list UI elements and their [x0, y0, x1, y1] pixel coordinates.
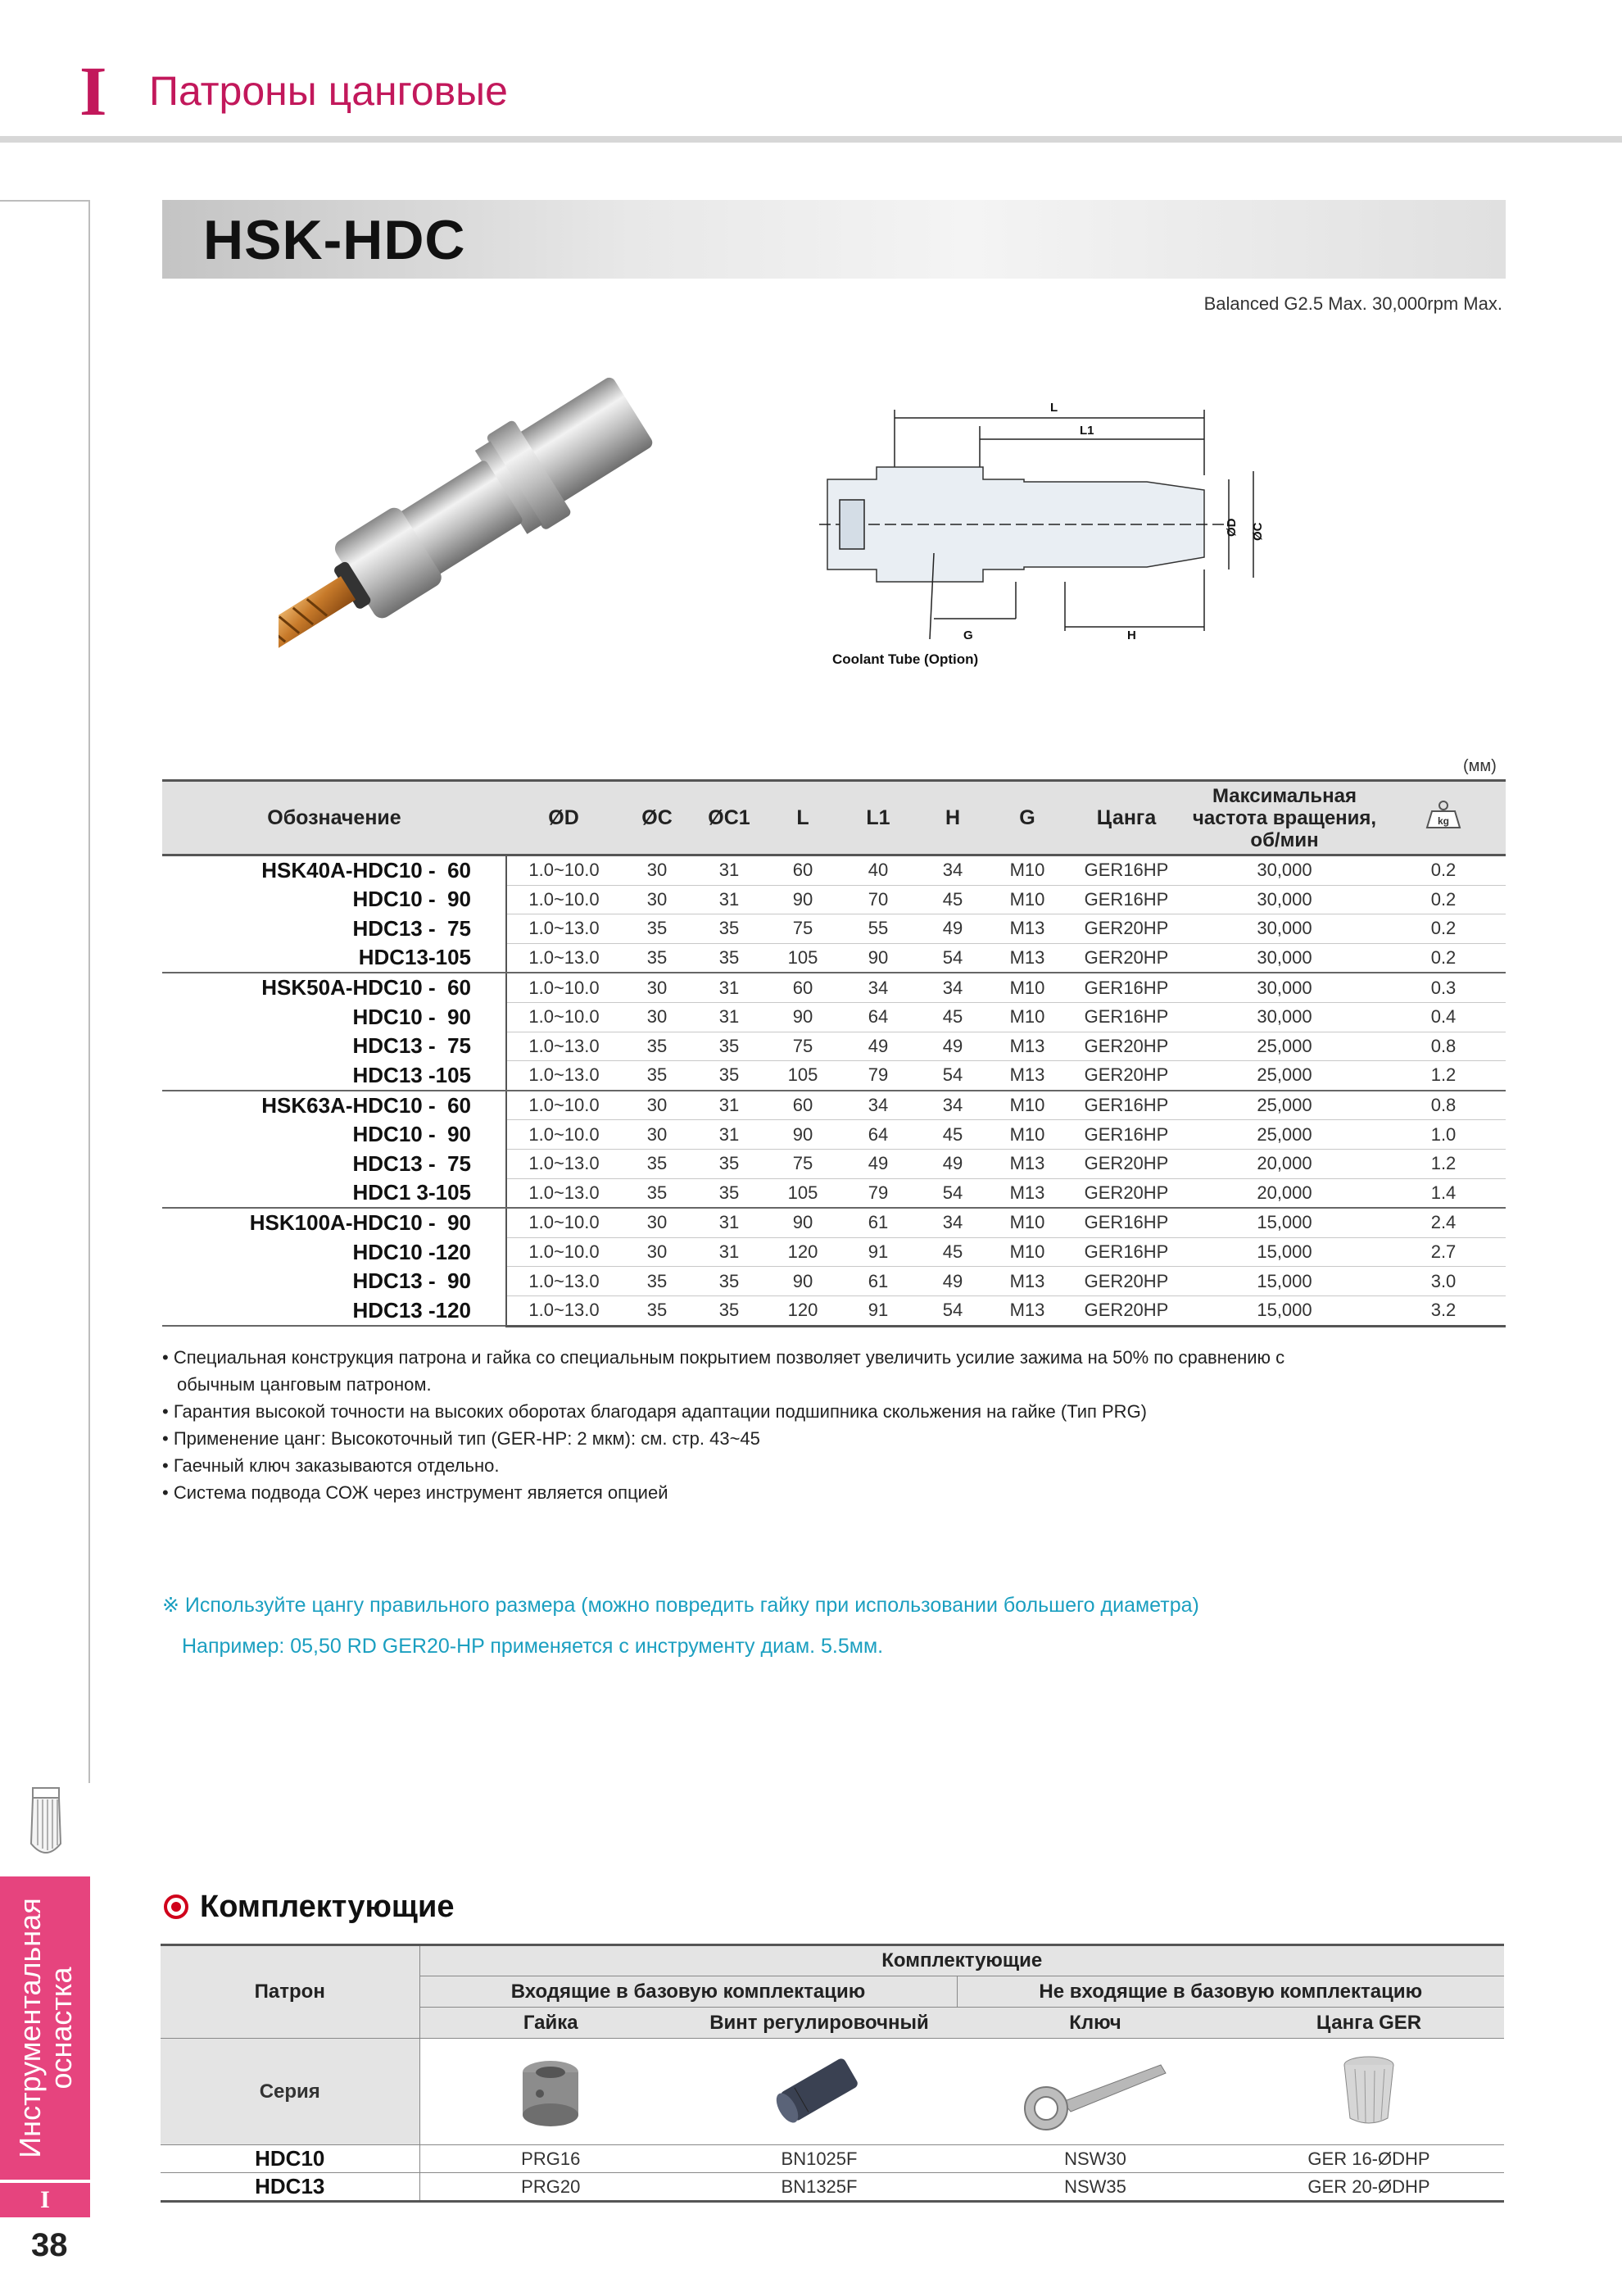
- cell-d: 1.0~13.0: [506, 1267, 621, 1296]
- cell-h: 34: [916, 855, 990, 886]
- cell-l: 120: [765, 1237, 840, 1267]
- cell-d: 1.0~10.0: [506, 855, 621, 886]
- acc-col-collet: Цанга GER: [1234, 2008, 1504, 2039]
- cell-c1: 31: [693, 1237, 765, 1267]
- cell-h: 49: [916, 1032, 990, 1061]
- cell-g: M13: [990, 1149, 1065, 1178]
- wrench-icon: [1013, 2044, 1177, 2135]
- header-divider: [0, 136, 1622, 143]
- col-g: G: [990, 781, 1065, 855]
- nut-image: [419, 2039, 682, 2145]
- cell-h: 34: [916, 973, 990, 1002]
- cell-h: 45: [916, 1237, 990, 1267]
- cell-c1: 35: [693, 1178, 765, 1208]
- spec-row: [162, 1002, 1506, 1032]
- cell-l1: 70: [840, 885, 916, 914]
- cell-h: 49: [916, 1149, 990, 1178]
- col-l1: L1: [840, 781, 916, 855]
- cell-c1: 31: [693, 855, 765, 886]
- cell-designation: HDC10 - 90: [162, 885, 506, 914]
- acc-collet-code: GER 20-ØDHP: [1234, 2173, 1504, 2202]
- product-banner: [162, 200, 1506, 279]
- screw-image: [682, 2039, 957, 2145]
- cell-designation: HDC13 - 90: [162, 1267, 506, 1296]
- cell-weight: 0.8: [1381, 1032, 1506, 1061]
- cell-c1: 35: [693, 914, 765, 944]
- accessories-table: [161, 1944, 1504, 2203]
- cell-d: 1.0~13.0: [506, 1295, 621, 1326]
- cell-g: M13: [990, 1267, 1065, 1296]
- note-item: • Гаечный ключ заказываются отдельно.: [162, 1455, 500, 1476]
- dim-L1: L1: [1080, 424, 1094, 438]
- cell-h: 34: [916, 1091, 990, 1120]
- spec-header-row: [162, 781, 1506, 855]
- col-designation: Обозначение: [162, 781, 506, 855]
- technical-drawing: [819, 393, 1327, 672]
- spec-row: [162, 973, 1506, 1002]
- cell-d: 1.0~10.0: [506, 1120, 621, 1150]
- cell-c: 30: [621, 1208, 693, 1237]
- cell-weight: 1.4: [1381, 1178, 1506, 1208]
- cell-designation: HDC10 -120: [162, 1237, 506, 1267]
- page-number: 38: [31, 2227, 68, 2263]
- nut-icon: [505, 2044, 596, 2135]
- cell-d: 1.0~10.0: [506, 1237, 621, 1267]
- acc-screw-code: BN1325F: [682, 2173, 957, 2202]
- acc-col-wrench: Ключ: [957, 2008, 1234, 2039]
- cell-l: 75: [765, 914, 840, 944]
- cell-max-rpm: 15,000: [1188, 1237, 1381, 1267]
- cell-c: 35: [621, 1061, 693, 1091]
- cell-l1: 61: [840, 1267, 916, 1296]
- cell-collet: GER16HP: [1065, 973, 1188, 1002]
- cell-g: M10: [990, 1237, 1065, 1267]
- cell-h: 45: [916, 1120, 990, 1150]
- cell-d: 1.0~13.0: [506, 1149, 621, 1178]
- cell-l: 90: [765, 1002, 840, 1032]
- cell-g: M10: [990, 1120, 1065, 1150]
- cell-weight: 1.0: [1381, 1120, 1506, 1150]
- acc-wrench-code: NSW30: [957, 2145, 1234, 2173]
- cell-max-rpm: 30,000: [1188, 855, 1381, 886]
- cell-c: 35: [621, 1267, 693, 1296]
- cell-c1: 35: [693, 1061, 765, 1091]
- acc-col-excluded: Не входящие в базовую комплектацию: [957, 1976, 1504, 2008]
- cell-weight: 1.2: [1381, 1061, 1506, 1091]
- cell-g: M13: [990, 943, 1065, 973]
- note-text: Гарантия высокой точности на высоких оборотах благодаря адаптации подшипника скольжения на гайке (Тип PRG): [173, 1401, 1148, 1422]
- cell-max-rpm: 20,000: [1188, 1149, 1381, 1178]
- cell-l: 90: [765, 1208, 840, 1237]
- cell-l1: 49: [840, 1032, 916, 1061]
- cell-l: 75: [765, 1149, 840, 1178]
- cell-max-rpm: 30,000: [1188, 914, 1381, 944]
- cell-collet: GER16HP: [1065, 1208, 1188, 1237]
- cell-l1: 64: [840, 1002, 916, 1032]
- cell-l: 90: [765, 1120, 840, 1150]
- spec-row: [162, 914, 1506, 944]
- spec-row: [162, 855, 1506, 886]
- cell-max-rpm: 30,000: [1188, 885, 1381, 914]
- dim-L: L: [1050, 401, 1058, 415]
- cell-max-rpm: 30,000: [1188, 943, 1381, 973]
- note-item: • Гарантия высокой точности на высоких оборотах благодаря адаптации подшипника скольжения на гайке (Тип PRG): [162, 1401, 1148, 1422]
- acc-nut-code: PRG16: [419, 2145, 682, 2173]
- acc-col-chuck: Патрон: [161, 1945, 419, 2039]
- cell-c1: 35: [693, 1295, 765, 1326]
- cell-l1: 79: [840, 1178, 916, 1208]
- dim-D: ØD: [1225, 518, 1239, 537]
- note-item: • Применение цанг: Высокоточный тип (GER-HP: 2 мкм): см. стр. 43~45: [162, 1428, 760, 1449]
- balance-spec: Balanced G2.5 Max. 30,000rpm Max.: [1203, 293, 1502, 314]
- cell-c: 35: [621, 1295, 693, 1326]
- ger-collet-icon: [1324, 2044, 1414, 2135]
- acc-series: HDC10: [161, 2145, 419, 2173]
- cell-d: 1.0~10.0: [506, 973, 621, 1002]
- cell-g: M10: [990, 1091, 1065, 1120]
- note-item: • Специальная конструкция патрона и гайка со специальным покрытием позволяет увеличить усилие зажима на 50% по сравнению с: [162, 1347, 1285, 1368]
- cell-g: M10: [990, 885, 1065, 914]
- cell-l1: 79: [840, 1061, 916, 1091]
- sidebar-frame: [0, 200, 90, 1783]
- weight-unit: kg: [1437, 814, 1450, 827]
- screw-icon: [766, 2044, 872, 2135]
- cell-c1: 31: [693, 973, 765, 1002]
- cell-max-rpm: 30,000: [1188, 1002, 1381, 1032]
- cell-designation: HDC13 -105: [162, 1061, 506, 1091]
- acc-nut-code: PRG20: [419, 2173, 682, 2202]
- collet-image: [1234, 2039, 1504, 2145]
- cell-g: M13: [990, 1295, 1065, 1326]
- dim-G: G: [963, 628, 973, 642]
- cell-max-rpm: 25,000: [1188, 1032, 1381, 1061]
- cell-max-rpm: 15,000: [1188, 1295, 1381, 1326]
- cell-c1: 31: [693, 1120, 765, 1150]
- cell-d: 1.0~13.0: [506, 943, 621, 973]
- advice-line-2: Например: 05,50 RD GER20-HP применяется с инструменту диам. 5.5мм.: [182, 1635, 884, 1658]
- spec-table: [162, 779, 1506, 1327]
- product-photo: [279, 352, 705, 664]
- spec-row: [162, 1208, 1506, 1237]
- cell-designation: HDC13 - 75: [162, 1149, 506, 1178]
- cell-c1: 35: [693, 1267, 765, 1296]
- cell-c: 30: [621, 885, 693, 914]
- cell-c: 35: [621, 914, 693, 944]
- cell-l: 60: [765, 855, 840, 886]
- spec-row: [162, 1091, 1506, 1120]
- note-text: Гаечный ключ заказываются отдельно.: [173, 1455, 500, 1476]
- cell-g: M13: [990, 1178, 1065, 1208]
- cell-weight: 0.2: [1381, 943, 1506, 973]
- cell-weight: 3.2: [1381, 1295, 1506, 1326]
- cell-designation: HSK63A-HDC10 - 60: [162, 1091, 506, 1120]
- cell-c: 30: [621, 855, 693, 886]
- dim-C: ØC: [1251, 522, 1265, 541]
- cell-l: 90: [765, 1267, 840, 1296]
- coolant-tube-label: Coolant Tube (Option): [832, 651, 979, 667]
- cell-c1: 31: [693, 1208, 765, 1237]
- unit-label: (мм): [1463, 757, 1497, 775]
- col-max-rpm: Максимальная частота вращения, об/мин: [1188, 781, 1381, 855]
- cell-h: 49: [916, 914, 990, 944]
- cell-d: 1.0~10.0: [506, 1208, 621, 1237]
- spec-row: [162, 885, 1506, 914]
- col-h: H: [916, 781, 990, 855]
- col-collet: Цанга: [1065, 781, 1188, 855]
- cell-designation: HSK50A-HDC10 - 60: [162, 973, 506, 1002]
- cell-h: 34: [916, 1208, 990, 1237]
- page-title: Патроны цанговые: [149, 68, 508, 114]
- acc-series: HDC13: [161, 2173, 419, 2202]
- cell-c: 35: [621, 1032, 693, 1061]
- spec-row: [162, 1237, 1506, 1267]
- target-bullet-icon: [164, 1894, 188, 1919]
- cell-max-rpm: 25,000: [1188, 1091, 1381, 1120]
- cell-d: 1.0~13.0: [506, 1178, 621, 1208]
- cell-l: 105: [765, 1178, 840, 1208]
- cell-l: 60: [765, 1091, 840, 1120]
- cell-l1: 91: [840, 1295, 916, 1326]
- cell-l1: 34: [840, 1091, 916, 1120]
- cell-collet: GER20HP: [1065, 1149, 1188, 1178]
- cell-c1: 31: [693, 1002, 765, 1032]
- cell-h: 54: [916, 1178, 990, 1208]
- cell-g: M10: [990, 1208, 1065, 1237]
- cell-weight: 2.4: [1381, 1208, 1506, 1237]
- cell-collet: GER20HP: [1065, 1061, 1188, 1091]
- advice-line-1: ※ Используйте цангу правильного размера (можно повредить гайку при использовании большего диаметра): [162, 1594, 1199, 1617]
- cell-h: 54: [916, 1295, 990, 1326]
- wrench-image: [957, 2039, 1234, 2145]
- spec-row: [162, 1032, 1506, 1061]
- cell-max-rpm: 15,000: [1188, 1267, 1381, 1296]
- cell-g: M13: [990, 1032, 1065, 1061]
- col-c1: ØC1: [693, 781, 765, 855]
- cell-d: 1.0~13.0: [506, 1032, 621, 1061]
- spec-row: [162, 1120, 1506, 1150]
- cell-c: 30: [621, 1002, 693, 1032]
- cell-h: 45: [916, 1002, 990, 1032]
- cell-c: 35: [621, 1178, 693, 1208]
- cell-designation: HSK100A-HDC10 - 90: [162, 1208, 506, 1237]
- cell-d: 1.0~10.0: [506, 1091, 621, 1120]
- cell-l1: 61: [840, 1208, 916, 1237]
- sidebar-label-line1: Инструментальная: [13, 1898, 47, 2158]
- cell-h: 54: [916, 1061, 990, 1091]
- cell-h: 49: [916, 1267, 990, 1296]
- cell-d: 1.0~10.0: [506, 885, 621, 914]
- cell-weight: 0.8: [1381, 1091, 1506, 1120]
- spec-row: [162, 1178, 1506, 1208]
- cell-collet: GER16HP: [1065, 885, 1188, 914]
- cell-max-rpm: 30,000: [1188, 973, 1381, 1002]
- cell-designation: HDC13-105: [162, 943, 506, 973]
- sidebar-numeral: I: [0, 2183, 90, 2217]
- cell-l1: 64: [840, 1120, 916, 1150]
- acc-row: [161, 2173, 1504, 2202]
- col-d: ØD: [506, 781, 621, 855]
- cell-g: M13: [990, 1061, 1065, 1091]
- cell-collet: GER16HP: [1065, 855, 1188, 886]
- cell-designation: HDC10 - 90: [162, 1002, 506, 1032]
- cell-h: 54: [916, 943, 990, 973]
- cell-c1: 35: [693, 1032, 765, 1061]
- cell-collet: GER16HP: [1065, 1091, 1188, 1120]
- product-name: HSK-HDC: [203, 209, 466, 271]
- col-l: L: [765, 781, 840, 855]
- cell-l1: 55: [840, 914, 916, 944]
- cell-designation: HDC13 - 75: [162, 1032, 506, 1061]
- cell-weight: 0.3: [1381, 973, 1506, 1002]
- cell-l: 60: [765, 973, 840, 1002]
- cell-collet: GER16HP: [1065, 1237, 1188, 1267]
- cell-h: 45: [916, 885, 990, 914]
- cell-l: 90: [765, 885, 840, 914]
- cell-weight: 3.0: [1381, 1267, 1506, 1296]
- cell-l1: 40: [840, 855, 916, 886]
- cell-max-rpm: 25,000: [1188, 1120, 1381, 1150]
- acc-wrench-code: NSW35: [957, 2173, 1234, 2202]
- cell-collet: GER20HP: [1065, 1032, 1188, 1061]
- chapter-numeral: I: [79, 52, 107, 130]
- spec-row: [162, 1295, 1506, 1326]
- cell-weight: 0.4: [1381, 1002, 1506, 1032]
- cell-collet: GER20HP: [1065, 943, 1188, 973]
- series-label: Серия: [161, 2039, 419, 2145]
- cell-l: 75: [765, 1032, 840, 1061]
- cell-weight: 1.2: [1381, 1149, 1506, 1178]
- spec-row: [162, 1149, 1506, 1178]
- cell-l: 120: [765, 1295, 840, 1326]
- cell-weight: 0.2: [1381, 914, 1506, 944]
- acc-col-group: Комплектующие: [419, 1945, 1504, 1976]
- cell-designation: HDC13 -120: [162, 1295, 506, 1326]
- note-continuation: обычным цанговым патроном.: [177, 1374, 432, 1395]
- cell-l1: 49: [840, 1149, 916, 1178]
- cell-collet: GER20HP: [1065, 914, 1188, 944]
- cell-c1: 31: [693, 885, 765, 914]
- cell-g: M10: [990, 1002, 1065, 1032]
- cell-weight: 0.2: [1381, 855, 1506, 886]
- weight-icon: [1425, 800, 1461, 831]
- note-text: Применение цанг: Высокоточный тип (GER-HP: 2 мкм): см. стр. 43~45: [173, 1428, 760, 1449]
- cell-c1: 35: [693, 943, 765, 973]
- cell-g: M10: [990, 855, 1065, 886]
- acc-col-included: Входящие в базовую комплектацию: [419, 1976, 957, 2008]
- cell-weight: 0.2: [1381, 885, 1506, 914]
- acc-col-screw: Винт регулировочный: [682, 2008, 957, 2039]
- col-weight: [1381, 781, 1506, 855]
- cell-g: M13: [990, 914, 1065, 944]
- cell-c: 35: [621, 943, 693, 973]
- cell-d: 1.0~13.0: [506, 1061, 621, 1091]
- note-item: • Система подвода СОЖ через инструмент является опцией: [162, 1482, 668, 1503]
- cell-l1: 91: [840, 1237, 916, 1267]
- sidebar-category-label: [15, 1898, 77, 2158]
- accessories-title: Комплектующие: [200, 1890, 455, 1924]
- notes-list: [162, 1344, 1284, 1506]
- acc-collet-code: GER 16-ØDHP: [1234, 2145, 1504, 2173]
- spec-body: [162, 855, 1506, 1327]
- cell-collet: GER20HP: [1065, 1295, 1188, 1326]
- note-text: Система подвода СОЖ через инструмент является опцией: [173, 1482, 668, 1503]
- acc-col-nut: Гайка: [419, 2008, 682, 2039]
- cell-designation: HDC1 3-105: [162, 1178, 506, 1208]
- spec-row: [162, 1267, 1506, 1296]
- cell-c: 35: [621, 1149, 693, 1178]
- cell-collet: GER16HP: [1065, 1120, 1188, 1150]
- cell-c: 30: [621, 1237, 693, 1267]
- cell-c1: 31: [693, 1091, 765, 1120]
- spec-row: [162, 1061, 1506, 1091]
- cell-designation: HDC13 - 75: [162, 914, 506, 944]
- cell-max-rpm: 20,000: [1188, 1178, 1381, 1208]
- cell-d: 1.0~10.0: [506, 1002, 621, 1032]
- dim-H: H: [1127, 628, 1136, 642]
- cell-collet: GER20HP: [1065, 1178, 1188, 1208]
- cell-max-rpm: 15,000: [1188, 1208, 1381, 1237]
- cell-c: 30: [621, 1091, 693, 1120]
- note-text: Специальная конструкция патрона и гайка со специальным покрытием позволяет увеличить усилие зажима на 50% по сравнению с: [173, 1347, 1285, 1368]
- cell-collet: GER20HP: [1065, 1267, 1188, 1296]
- cell-l1: 34: [840, 973, 916, 1002]
- cell-designation: HSK40A-HDC10 - 60: [162, 855, 506, 886]
- cell-designation: HDC10 - 90: [162, 1120, 506, 1150]
- cell-l1: 90: [840, 943, 916, 973]
- col-c: ØC: [621, 781, 693, 855]
- cell-max-rpm: 25,000: [1188, 1061, 1381, 1091]
- cell-c1: 35: [693, 1149, 765, 1178]
- cell-g: M10: [990, 973, 1065, 1002]
- cell-c: 30: [621, 973, 693, 1002]
- cell-c: 30: [621, 1120, 693, 1150]
- cell-d: 1.0~13.0: [506, 914, 621, 944]
- cell-weight: 2.7: [1381, 1237, 1506, 1267]
- acc-row: [161, 2145, 1504, 2173]
- cell-l: 105: [765, 1061, 840, 1091]
- cell-l: 105: [765, 943, 840, 973]
- sidebar-label-line2: оснастка: [44, 1967, 78, 2090]
- acc-screw-code: BN1025F: [682, 2145, 957, 2173]
- cell-collet: GER16HP: [1065, 1002, 1188, 1032]
- spec-row: [162, 943, 1506, 973]
- accessories-heading: [164, 1890, 454, 1925]
- collet-icon: [28, 1786, 64, 1868]
